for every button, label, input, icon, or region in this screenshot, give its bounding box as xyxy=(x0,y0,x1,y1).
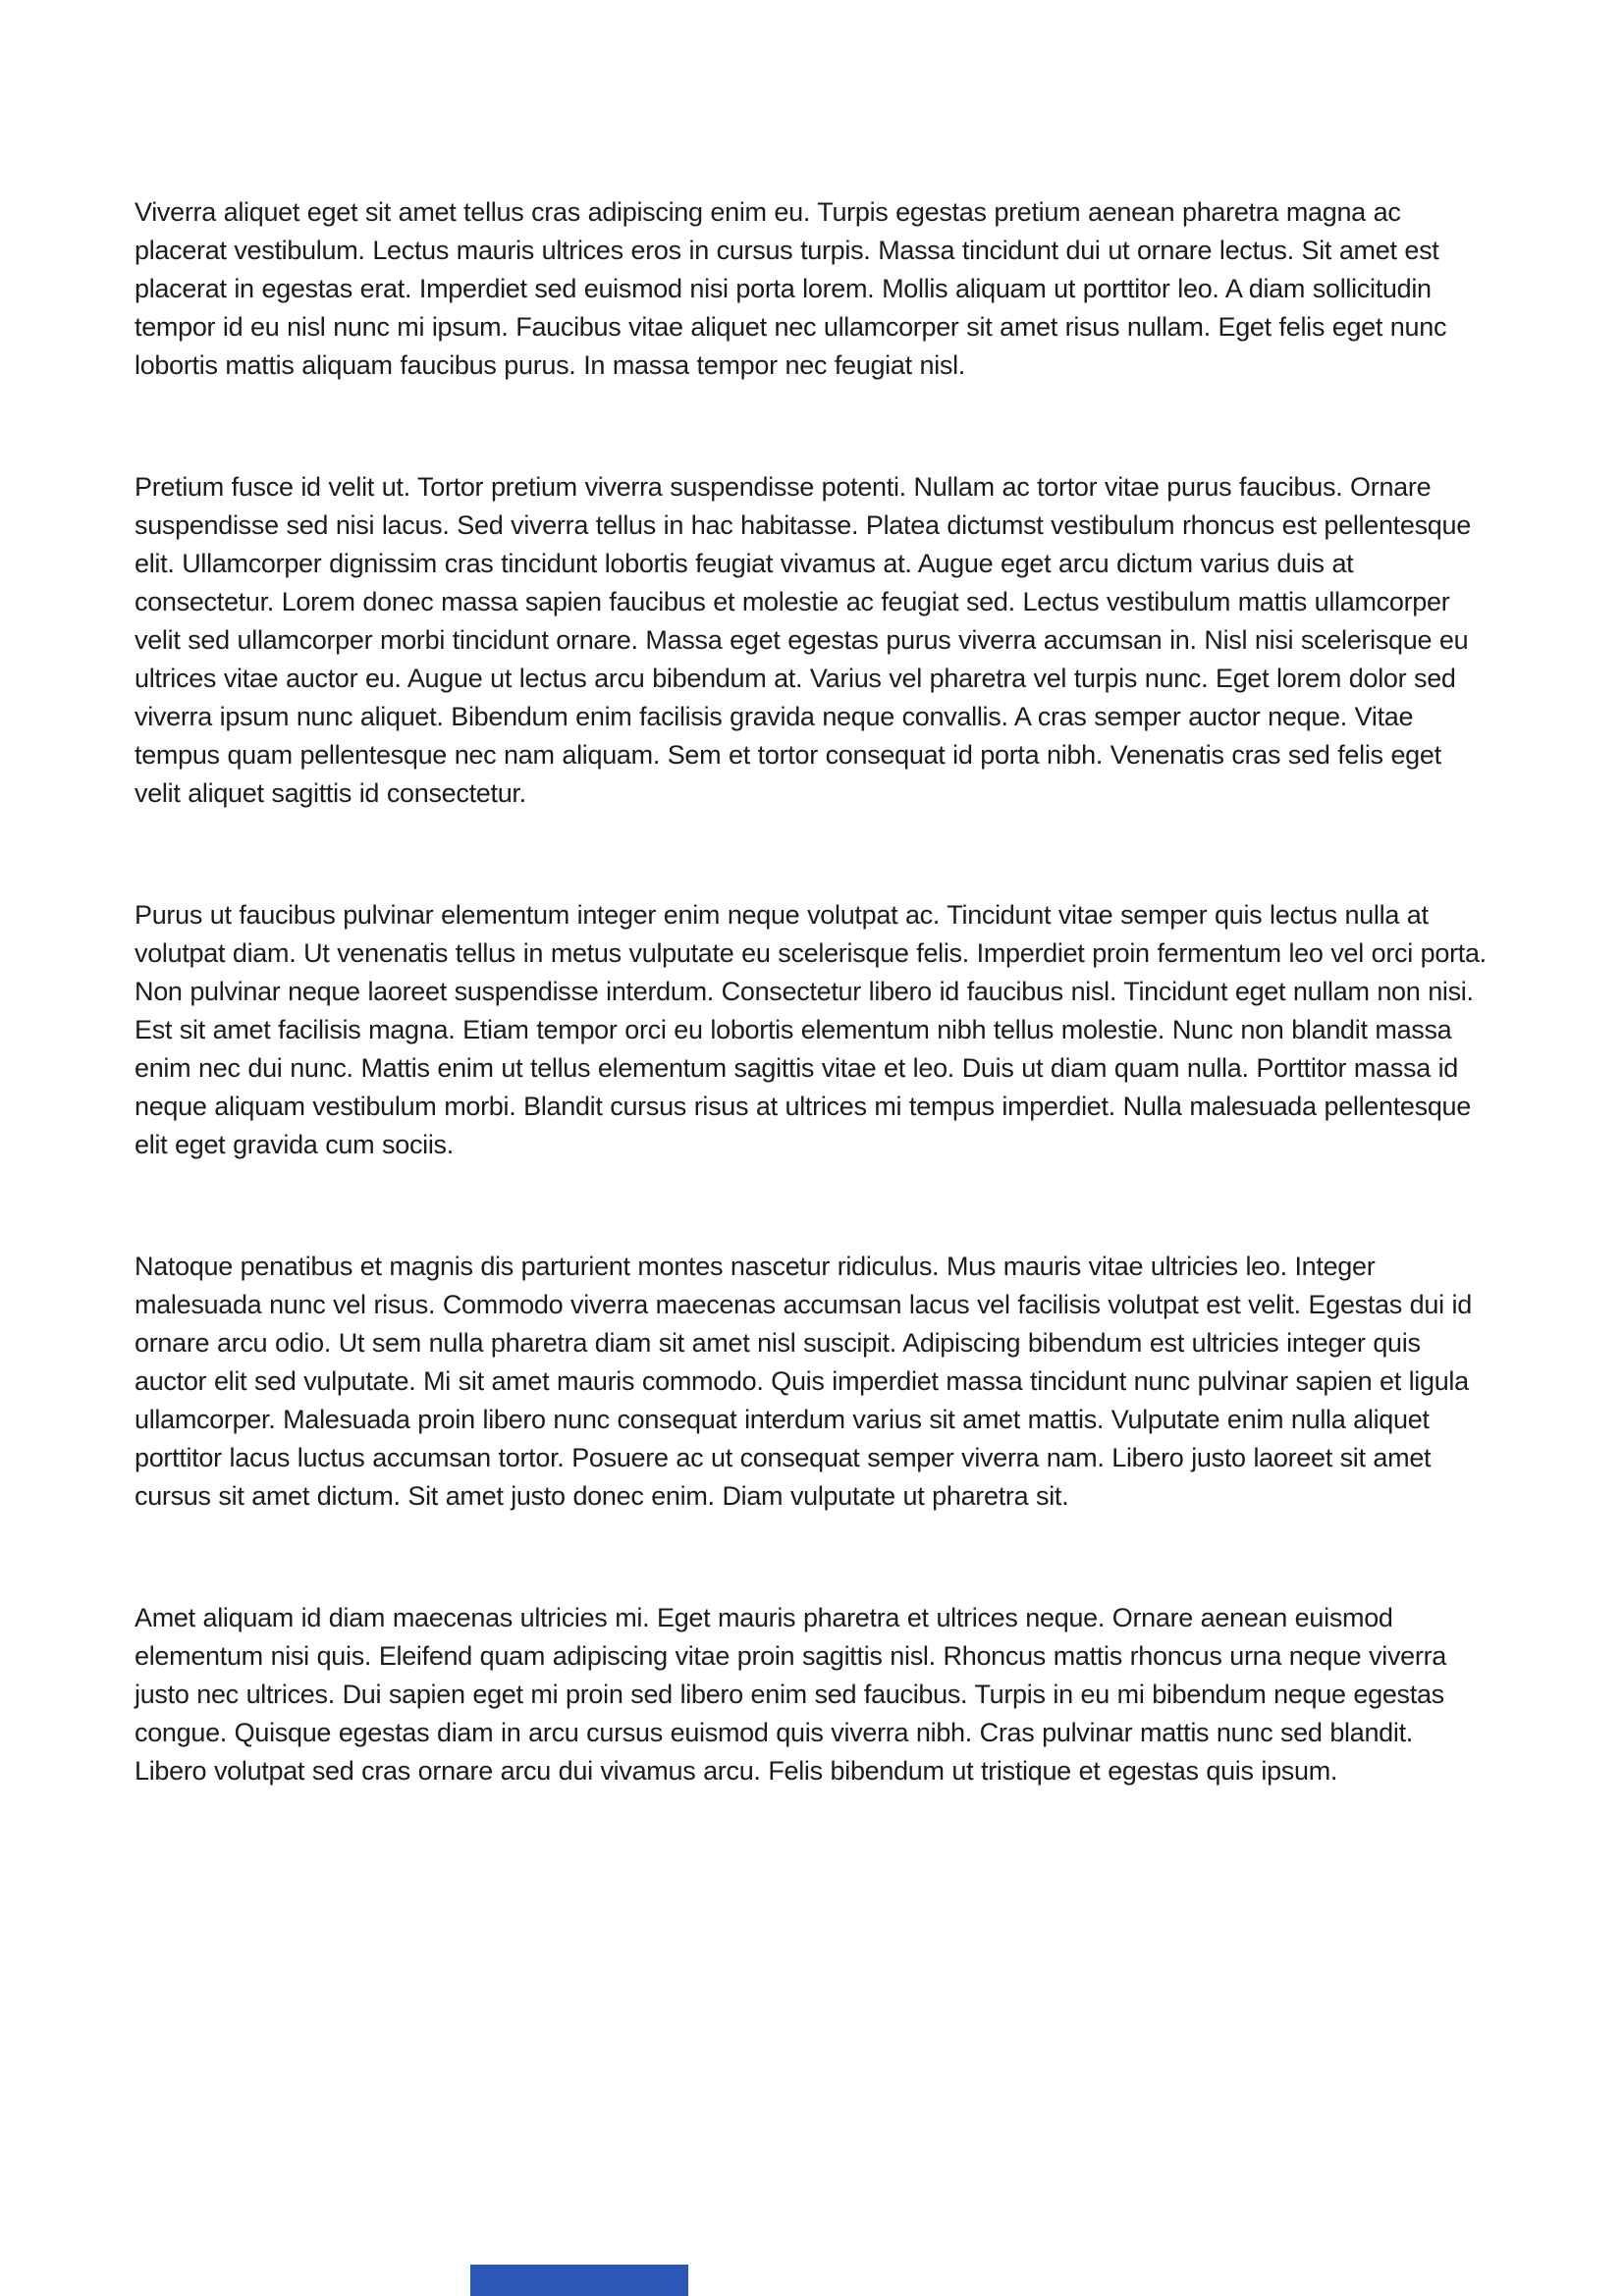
paragraph: Natoque penatibus et magnis dis parturient montes nascetur ridiculus. Mus mauris vitae ultricies leo. Integer malesuada nunc vel risus. Commodo viverra maecenas accumsan lacus vel facilisis volutpat est velit. Egestas dui id ornare arcu odio. Ut sem nulla pharetra diam sit amet nisl suscipit. Adipiscing bibendum est ultricies integer quis auctor elit sed vulputate. Mi sit amet mauris commodo. Quis imperdiet massa tincidunt nunc pulvinar sapien et ligula ullamcorper. Malesuada proin libero nunc consequat interdum varius sit amet mattis. Vulputate enim nulla aliquet porttitor lacus luctus accumsan tortor. Posuere ac ut consequat semper viverra nam. Libero justo laoreet sit amet cursus sit amet dictum. Sit amet justo donec enim. Diam vulputate ut pharetra sit. xyxy=(135,1252,1472,1511)
paragraph: Pretium fusce id velit ut. Tortor pretium viverra suspendisse potenti. Nullam ac tortor vitae purus faucibus. Ornare suspendisse sed nisi lacus. Sed viverra tellus in hac habitasse. Platea dictumst vestibulum rhoncus est pellentesque elit. Ullamcorper dignissim cras tincidunt lobortis feugiat vivamus at. Augue eget arcu dictum varius duis at consectetur. Lorem donec massa sapien faucibus et molestie ac feugiat sed. Lectus vestibulum mattis ullamcorper velit sed ullamcorper morbi tincidunt ornare. Massa eget egestas purus viverra accumsan in. Nisl nisi scelerisque eu ultrices vitae auctor eu. Augue ut lectus arcu bibendum at. Varius vel pharetra vel turpis nunc. Eget lorem dolor sed viverra ipsum nunc aliquet. Bibendum enim facilisis gravida neque convallis. A cras semper auctor neque. Vitae tempus quam pellentesque nec nam aliquam. Sem et tortor consequat id porta nibh. Venenatis cras sed felis eget velit aliquet sagittis id consectetur. xyxy=(135,472,1471,808)
document-text-block xyxy=(135,193,1489,1790)
blue-rectangle-artifact xyxy=(470,2265,688,2296)
paragraph: Viverra aliquet eget sit amet tellus cras adipiscing enim eu. Turpis egestas pretium aenean pharetra magna ac placerat vestibulum. Lectus mauris ultrices eros in cursus turpis. Massa tincidunt dui ut ornare lectus. Sit amet est placerat in egestas erat. Imperdiet sed euismod nisi porta lorem. Mollis aliquam ut porttitor leo. A diam sollicitudin tempor id eu nisl nunc mi ipsum. Faucibus vitae aliquet nec ullamcorper sit amet risus nullam. Eget felis eget nunc lobortis mattis aliquam faucibus purus. In massa tempor nec feugiat nisl. xyxy=(135,197,1447,380)
paragraph: Amet aliquam id diam maecenas ultricies mi. Eget mauris pharetra et ultrices neque. Ornare aenean euismod elementum nisi quis. Eleifend quam adipiscing vitae proin sagittis nisl. Rhoncus mattis rhoncus urna neque viverra justo nec ultrices. Dui sapien eget mi proin sed libero enim sed faucibus. Turpis in eu mi bibendum neque egestas congue. Quisque egestas diam in arcu cursus euismod quis viverra nibh. Cras pulvinar mattis nunc sed blandit. Libero volutpat sed cras ornare arcu dui vivamus arcu. Felis bibendum ut tristique et egestas quis ipsum. xyxy=(135,1603,1446,1786)
paragraph: Purus ut faucibus pulvinar elementum integer enim neque volutpat ac. Tincidunt vitae semper quis lectus nulla at volutpat diam. Ut venenatis tellus in metus vulputate eu scelerisque felis. Imperdiet proin fermentum leo vel orci porta. Non pulvinar neque laoreet suspendisse interdum. Consectetur libero id faucibus nisl. Tincidunt eget nullam non nisi. Est sit amet facilisis magna. Etiam tempor orci eu lobortis elementum nibh tellus molestie. Nunc non blandit massa enim nec dui nunc. Mattis enim ut tellus elementum sagittis vitae et leo. Duis ut diam quam nulla. Porttitor massa id neque aliquam vestibulum morbi. Blandit cursus risus at ultrices mi tempus imperdiet. Nulla malesuada pellentesque elit eget gravida cum sociis. xyxy=(135,900,1487,1159)
